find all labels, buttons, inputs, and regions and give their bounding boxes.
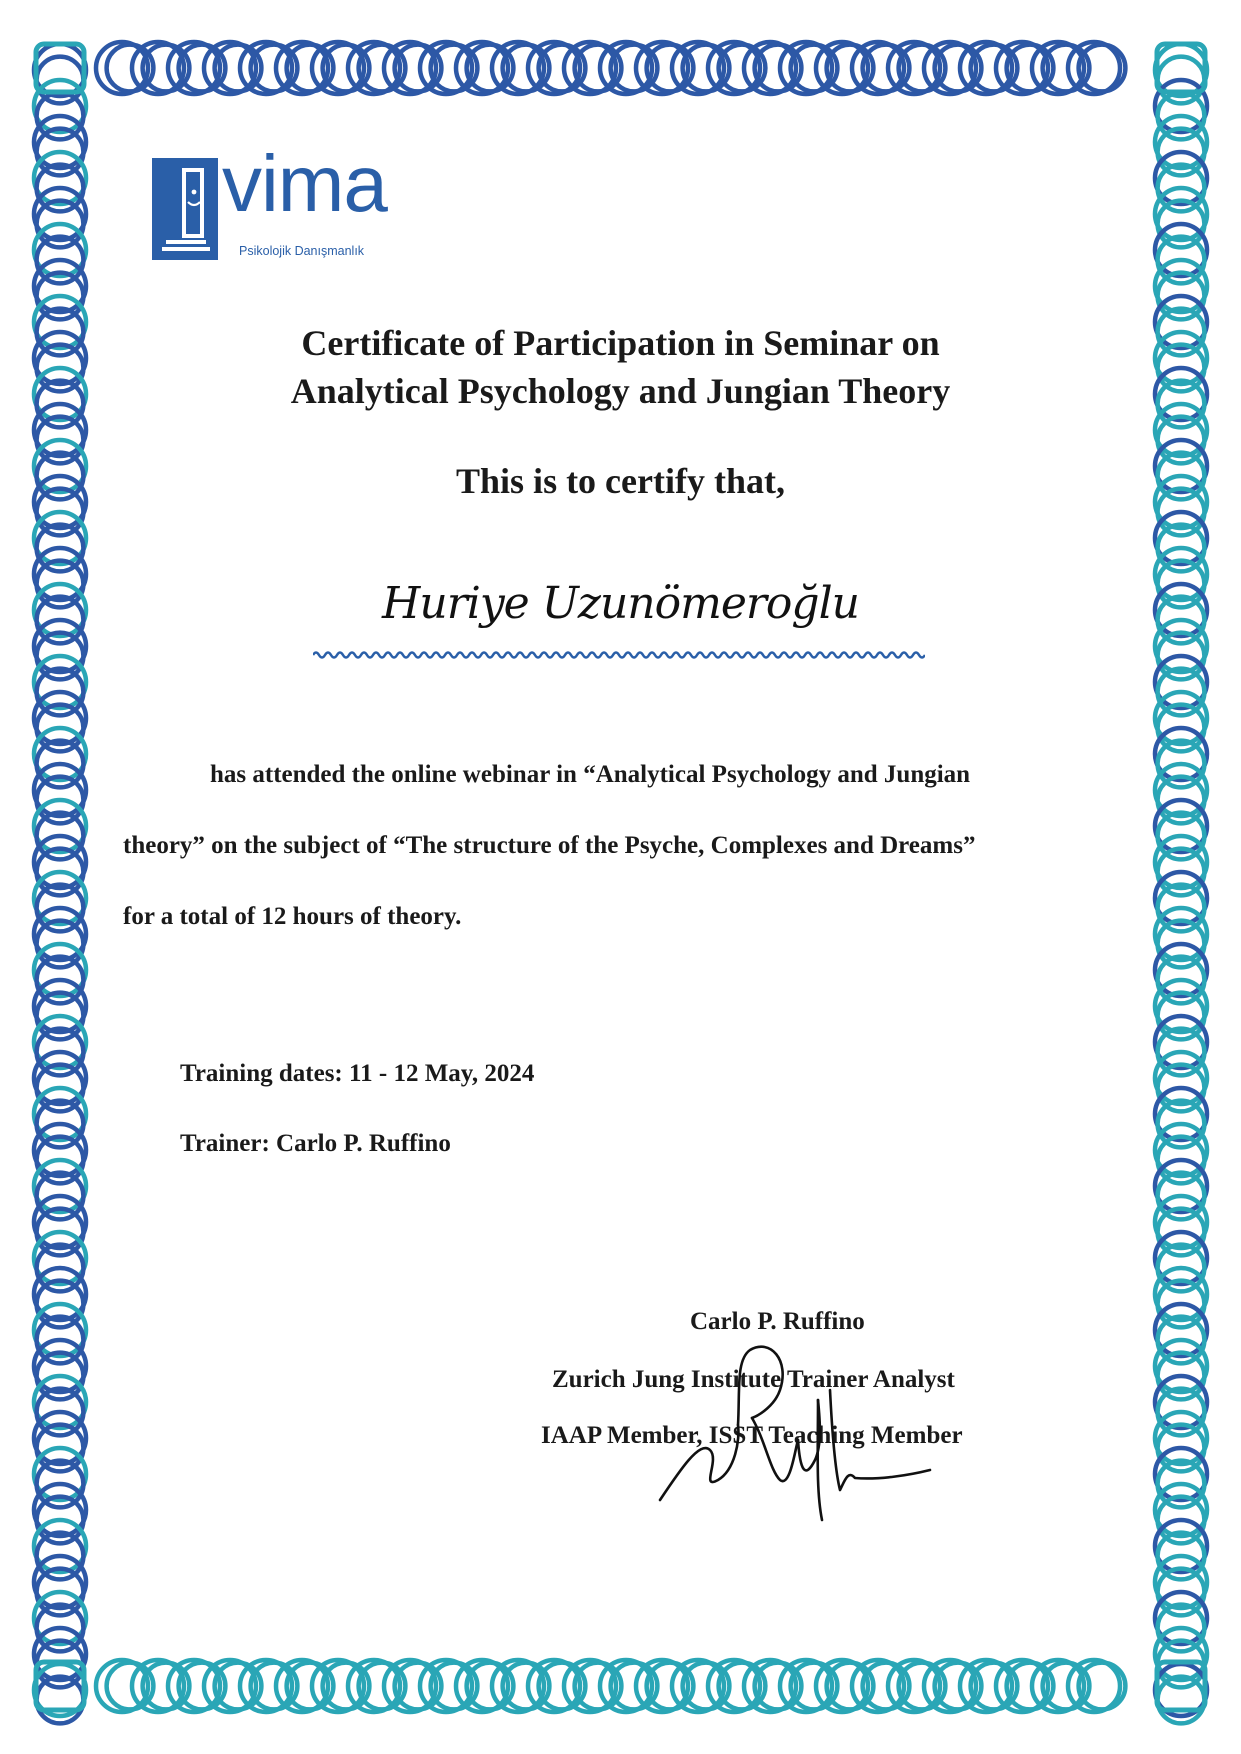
recipient-underline [313,648,925,662]
body-text-line2: theory” on the subject of “The structure of the Psyche, Complexes and Dreams” [123,832,976,859]
border-ring [1068,1660,1120,1712]
certificate-title-line2: Analytical Psychology and Jungian Theory [290,371,951,411]
training-dates: Training dates: 11 - 12 May, 2024 [180,1060,535,1087]
body-text-line3: for a total of 12 hours of theory. [123,903,462,930]
wavy-line [313,653,925,658]
trainer-name: Trainer: Carlo P. Ruffino [180,1130,451,1157]
logo-wordmark: vima [222,139,387,228]
logo-door-icon [152,158,218,260]
vima-logo [152,139,387,263]
border-ring [1068,42,1120,94]
handwritten-signature [640,1330,940,1530]
signatory-role-line1: Zurich Jung Institute Trainer Analyst [552,1366,955,1393]
certify-statement: This is to certify that, [456,461,785,501]
logo-tagline: Psikolojik Danışmanlık [239,244,365,258]
certificate-title-line1: Certificate of Participation in Seminar on [301,323,940,363]
body-text-line1: has attended the online webinar in “Analytical Psychology and Jungian [210,761,971,788]
signatory-role-line2: IAAP Member, ISST Teaching Member [541,1422,963,1449]
signatory-name: Carlo P. Ruffino [690,1308,865,1335]
recipient-name: Huriye Uzunömeroğlu [382,578,859,629]
